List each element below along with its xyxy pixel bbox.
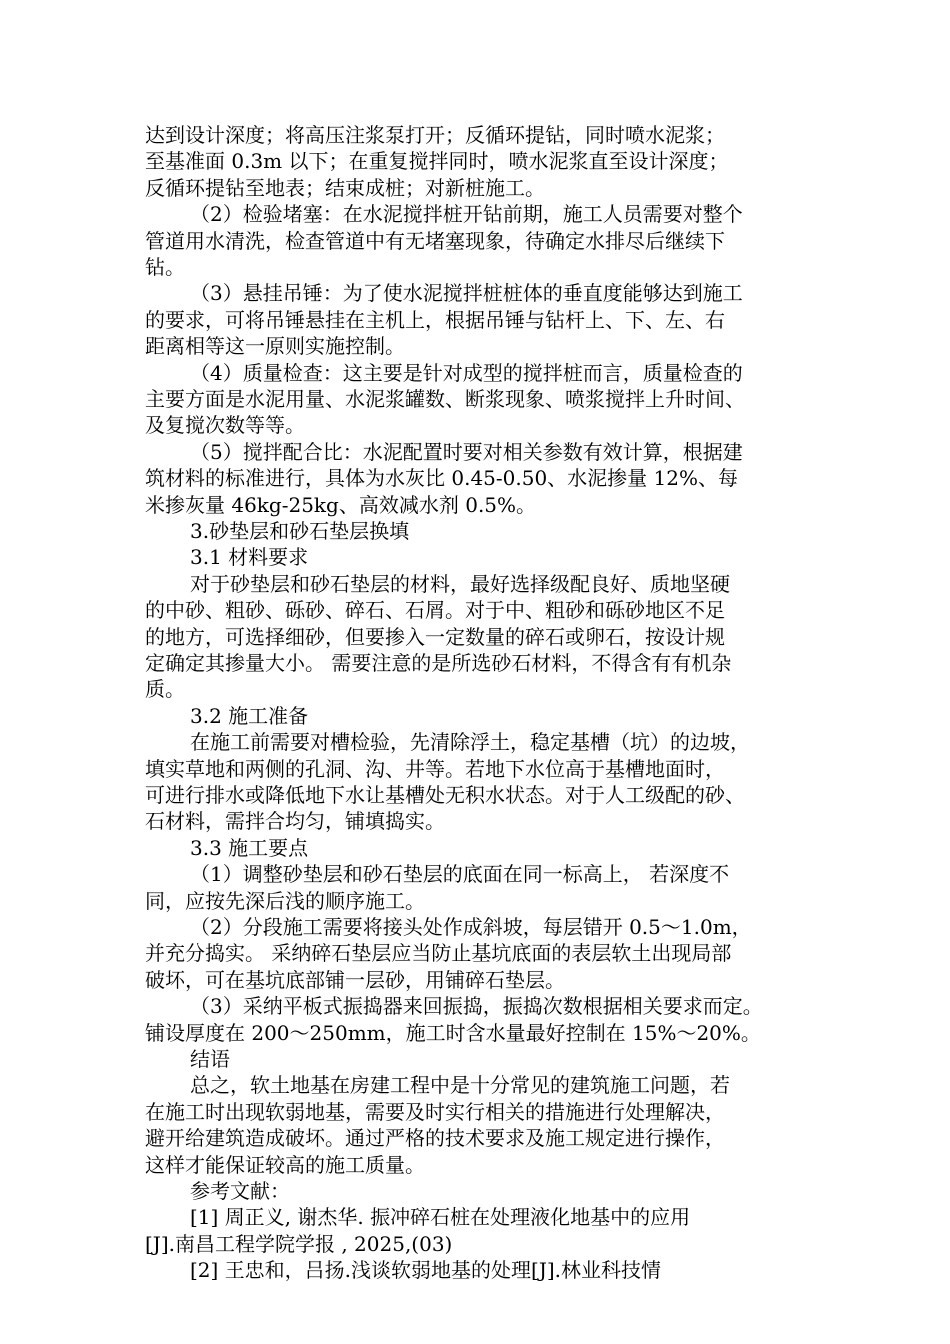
text-line: 定确定其掺量大小。 需要注意的是所选砂石材料，不得含有有机杂 <box>145 651 732 675</box>
text-line: 参考文献： <box>190 1179 290 1203</box>
text-line: （2）检验堵塞：在水泥搅拌桩开钻前期，施工人员需要对整个 <box>190 202 743 227</box>
text-line: 同，应按先深后浅的顺序施工。 <box>145 888 425 913</box>
text-line: 的中砂、粗砂、砾砂、碎石、石屑。对于中、粗砂和砾砂地区不足 <box>145 598 725 623</box>
text-line: 填实草地和两侧的孔洞、沟、井等。若地下水位高于基槽地面时， <box>145 756 725 781</box>
text-line: （3）悬挂吊锤：为了使水泥搅拌桩桩体的垂直度能够达到施工 <box>190 281 743 306</box>
text-line: （2）分段施工需要将接头处作成斜坡，每层错开 0.5～1.0m， <box>190 915 752 939</box>
text-line: 避开给建筑造成破坏。通过严格的技术要求及施工规定进行操作， <box>145 1126 725 1151</box>
text-line: （3）采纳平板式振捣器来回振捣，振捣次数根据相关要求而定。 <box>190 994 763 1019</box>
text-line: 可进行排水或降低地下水让基槽处无积水状态。对于人工级配的砂、 <box>145 783 745 807</box>
text-line: 并充分捣实。 采纳碎石垫层应当防止基坑底面的表层软土出现局部 <box>145 941 732 966</box>
text-line: 距离相等这一原则实施控制。 <box>145 334 405 359</box>
text-line: 结语 <box>190 1047 230 1071</box>
text-line: 质。 <box>145 677 185 702</box>
text-line: [1] 周正义, 谢杰华. 振冲碎石桩在处理液化地基中的应用 <box>190 1205 691 1230</box>
text-line: 及复搅次数等等。 <box>145 413 305 438</box>
text-line: 这样才能保证较高的施工质量。 <box>145 1152 425 1177</box>
text-line: 铺设厚度在 200～250mm，施工时含水量最好控制在 15%～20%。 <box>145 1020 761 1045</box>
text-line: 至基准面 0.3m 以下；在重复搅拌同时，喷水泥浆直至设计深度； <box>145 149 729 174</box>
text-line: 达到设计深度；将高压注浆泵打开；反循环提钻，同时喷水泥浆； <box>145 123 725 147</box>
text-line: 米掺灰量 46kg-25kg、高效减水剂 0.5%。 <box>145 492 537 517</box>
text-line: 3.1 材料要求 <box>190 545 309 570</box>
text-line: 3.3 施工要点 <box>190 835 309 860</box>
text-line: 总之，软土地基在房建工程中是十分常见的建筑施工问题，若 <box>190 1073 730 1098</box>
text-line: [2] 王忠和，吕扬.浅谈软弱地基的处理[J].林业科技情 <box>190 1258 662 1283</box>
text-line: 3.砂垫层和砂石垫层换填 <box>190 519 410 543</box>
text-line: 在施工时出现软弱地基，需要及时实行相关的措施进行处理解决， <box>145 1099 725 1124</box>
text-line: 钻。 <box>145 255 185 279</box>
text-line: 的要求，可将吊锤悬挂在主机上，根据吊锤与钻杆上、下、左、右 <box>145 307 725 332</box>
text-line: [J].南昌工程学院学报 , 2025,(03) <box>145 1231 453 1256</box>
text-line: （5）搅拌配合比：水泥配置时要对相关参数有效计算，根据建 <box>190 439 743 464</box>
text-line: 的地方，可选择细砂，但要掺入一定数量的碎石或卵石，按设计规 <box>145 624 725 649</box>
text-line: 在施工前需要对槽检验，先清除浮土，稳定基槽（坑）的边坡， <box>190 730 750 755</box>
text-line: 3.2 施工准备 <box>190 703 309 728</box>
text-line: 管道用水清洗，检查管道中有无堵塞现象，待确定水排尽后继续下 <box>145 228 725 253</box>
text-line: （4）质量检查：这主要是针对成型的搅拌桩而言，质量检查的 <box>190 360 743 385</box>
text-line: 筑材料的标准进行，具体为水灰比 0.45-0.50、水泥掺量 12%、每 <box>145 466 738 491</box>
text-line: 对于砂垫层和砂石垫层的材料，最好选择级配良好、质地坚硬 <box>190 571 730 596</box>
text-line: 石材料，需拌合均匀，铺填捣实。 <box>145 809 445 834</box>
text-line: 反循环提钻至地表；结束成桩；对新桩施工。 <box>145 175 545 200</box>
text-line: 主要方面是水泥用量、水泥浆罐数、断浆现象、喷浆搅拌上升时间、 <box>145 387 745 411</box>
text-line: （1）调整砂垫层和砂石垫层的底面在同一标高上， 若深度不 <box>190 862 730 887</box>
text-line: 破坏，可在基坑底部铺一层砂，用铺碎石垫层。 <box>145 967 565 992</box>
